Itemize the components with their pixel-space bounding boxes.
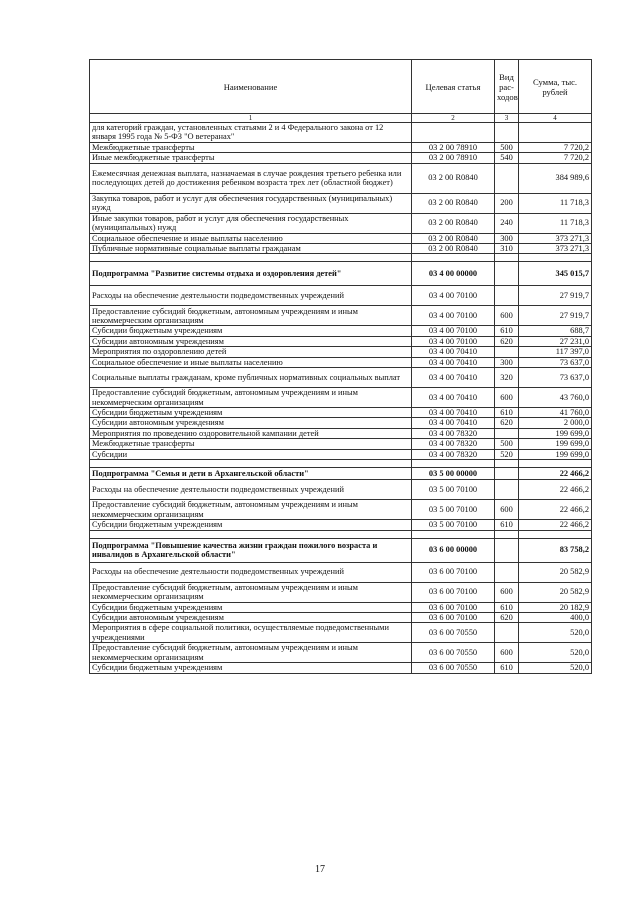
- cell-sum: 27 919,7: [519, 306, 592, 326]
- table-row: [90, 336, 592, 346]
- cell-type: [495, 123, 519, 143]
- table-row: [90, 562, 592, 582]
- cell-sum: 11 718,3: [519, 213, 592, 233]
- cell-type: 500: [495, 142, 519, 152]
- cell-name: Субсидии автономным учреждениям: [90, 418, 412, 428]
- cell-name: Субсидии автономным учреждениям: [90, 612, 412, 622]
- cell-sum: 73 637,0: [519, 357, 592, 367]
- cell-sum: 2 000,0: [519, 418, 592, 428]
- cell-target: 03 4 00 70410: [412, 408, 495, 418]
- cell-target: 03 4 00 70100: [412, 336, 495, 346]
- cell-name: Ежемесячная денежная выплата, назначаемая в случае рождения третьего ребенка или последующих детей до достижения ребенком возраста трех лет (областной бюджет): [90, 163, 412, 193]
- cell-sum: 384 989,6: [519, 163, 592, 193]
- cell-type: 620: [495, 418, 519, 428]
- cell-type: [495, 562, 519, 582]
- cell-name: Предоставление субсидий бюджетным, автономным учреждениям и иным некоммерческим организациям: [90, 306, 412, 326]
- table-row: [90, 612, 592, 622]
- cell-name: Расходы на обеспечение деятельности подведомственных учреждений: [90, 562, 412, 582]
- cell-name: Предоставление субсидий бюджетным, автономным учреждениям и иным некоммерческим организациям: [90, 388, 412, 408]
- cell-type: 600: [495, 643, 519, 663]
- cell-target: 03 5 00 70100: [412, 480, 495, 500]
- cell-sum: 199 699,0: [519, 439, 592, 449]
- cell-name: Межбюджетные трансферты: [90, 142, 412, 152]
- cell-target: 03 2 00 78910: [412, 142, 495, 152]
- cell-name: Мероприятия по проведению оздоровительной кампании детей: [90, 428, 412, 438]
- cell-type: 310: [495, 244, 519, 254]
- cell-name: Мероприятия в сфере социальной политики, осуществляемые подведомственными учреждениями: [90, 623, 412, 643]
- table-row: [90, 623, 592, 643]
- cell-type: [495, 347, 519, 357]
- cell-name: Социальное обеспечение и иные выплаты населению: [90, 233, 412, 243]
- cell-sum: 7 720,2: [519, 142, 592, 152]
- cell-sum: 22 466,2: [519, 480, 592, 500]
- cell-name: Предоставление субсидий бюджетным, автономным учреждениям и иным некоммерческим организациям: [90, 643, 412, 663]
- cell-type: 300: [495, 357, 519, 367]
- cell-type: 300: [495, 233, 519, 243]
- cell-name: Иные межбюджетные трансферты: [90, 153, 412, 163]
- cell-type: 610: [495, 408, 519, 418]
- table-row: [90, 520, 592, 530]
- cell-type: 610: [495, 663, 519, 673]
- cell-target: 03 4 00 70410: [412, 388, 495, 408]
- cell-target: 03 4 00 70100: [412, 286, 495, 306]
- header-target: Целевая статья: [412, 60, 495, 114]
- table-row: [90, 306, 592, 326]
- table-row: [90, 538, 592, 562]
- header-type: Вид рас-ходов: [495, 60, 519, 114]
- cell-type: [495, 468, 519, 480]
- cell-type: 200: [495, 193, 519, 213]
- table-row: [90, 153, 592, 163]
- cell-type: 600: [495, 500, 519, 520]
- cell-name: Субсидии бюджетным учреждениям: [90, 408, 412, 418]
- cell-name: Расходы на обеспечение деятельности подведомственных учреждений: [90, 480, 412, 500]
- table-row: [90, 244, 592, 254]
- cell-target: 03 4 00 70410: [412, 357, 495, 367]
- cell-type: 240: [495, 213, 519, 233]
- colnum-3: 3: [495, 114, 519, 123]
- cell-name: Субсидии: [90, 449, 412, 459]
- table-row: [90, 418, 592, 428]
- cell-type: 620: [495, 336, 519, 346]
- column-number-row: [90, 114, 592, 123]
- spacer-cell: [412, 460, 495, 468]
- table-row: [90, 428, 592, 438]
- cell-sum: 27 231,0: [519, 336, 592, 346]
- table-row: [90, 262, 592, 286]
- cell-name: Подпрограмма "Развитие системы отдыха и оздоровления детей": [90, 262, 412, 286]
- cell-sum: 41 760,0: [519, 408, 592, 418]
- cell-type: 320: [495, 368, 519, 388]
- colnum-1: 1: [90, 114, 412, 123]
- cell-target: 03 4 00 70100: [412, 306, 495, 326]
- spacer-cell: [90, 254, 412, 262]
- cell-name: Межбюджетные трансферты: [90, 439, 412, 449]
- cell-target: 03 6 00 70550: [412, 663, 495, 673]
- cell-target: 03 6 00 00000: [412, 538, 495, 562]
- cell-target: [412, 123, 495, 143]
- table-row: [90, 233, 592, 243]
- table-row: [90, 286, 592, 306]
- cell-type: [495, 623, 519, 643]
- spacer-cell: [412, 254, 495, 262]
- cell-target: 03 6 00 70100: [412, 612, 495, 622]
- cell-type: 600: [495, 388, 519, 408]
- cell-target: 03 5 00 00000: [412, 468, 495, 480]
- cell-name: Мероприятия по оздоровлению детей: [90, 347, 412, 357]
- cell-name: Субсидии бюджетным учреждениям: [90, 602, 412, 612]
- table-row: [90, 347, 592, 357]
- cell-type: [495, 286, 519, 306]
- table-row: [90, 408, 592, 418]
- table-header-row: [90, 60, 592, 114]
- table-row: [90, 213, 592, 233]
- table-row: [90, 368, 592, 388]
- cell-sum: 83 758,2: [519, 538, 592, 562]
- cell-type: 600: [495, 306, 519, 326]
- header-sum: Сумма, тыс. рублей: [519, 60, 592, 114]
- cell-sum: 20 582,9: [519, 562, 592, 582]
- cell-sum: 373 271,3: [519, 244, 592, 254]
- table-row: [90, 480, 592, 500]
- cell-sum: 400,0: [519, 612, 592, 622]
- table-row: [90, 142, 592, 152]
- cell-sum: 20 582,9: [519, 582, 592, 602]
- cell-sum: 373 271,3: [519, 233, 592, 243]
- cell-name: Субсидии автономным учреждениям: [90, 336, 412, 346]
- table-row: [90, 500, 592, 520]
- table-row: [90, 163, 592, 193]
- spacer-row: [90, 254, 592, 262]
- cell-name: Субсидии бюджетным учреждениям: [90, 520, 412, 530]
- budget-table: [89, 59, 592, 674]
- cell-name: для категорий граждан, установленных статьями 2 и 4 Федерального закона от 12 января 1995 года № 5-ФЗ "О ветеранах": [90, 123, 412, 143]
- cell-sum: 520,0: [519, 663, 592, 673]
- cell-target: 03 4 00 78320: [412, 449, 495, 459]
- table-row: [90, 643, 592, 663]
- spacer-cell: [412, 530, 495, 538]
- cell-type: [495, 428, 519, 438]
- cell-name: Подпрограмма "Повышение качества жизни граждан пожилого возраста и инвалидов в Архангельской области": [90, 538, 412, 562]
- cell-type: 610: [495, 520, 519, 530]
- cell-sum: 22 466,2: [519, 500, 592, 520]
- cell-sum: 11 718,3: [519, 193, 592, 213]
- cell-sum: [519, 123, 592, 143]
- table-row: [90, 663, 592, 673]
- cell-type: [495, 262, 519, 286]
- cell-target: 03 4 00 70410: [412, 368, 495, 388]
- cell-target: 03 6 00 70100: [412, 582, 495, 602]
- cell-type: 610: [495, 326, 519, 336]
- cell-sum: 117 397,0: [519, 347, 592, 357]
- cell-sum: 520,0: [519, 623, 592, 643]
- header-name: Наименование: [90, 60, 412, 114]
- cell-sum: 688,7: [519, 326, 592, 336]
- cell-sum: 7 720,2: [519, 153, 592, 163]
- table-row: [90, 449, 592, 459]
- cell-target: 03 2 00 R0840: [412, 213, 495, 233]
- cell-sum: 20 182,9: [519, 602, 592, 612]
- cell-sum: 199 699,0: [519, 428, 592, 438]
- cell-target: 03 4 00 78320: [412, 439, 495, 449]
- spacer-cell: [519, 460, 592, 468]
- cell-sum: 73 637,0: [519, 368, 592, 388]
- cell-name: Публичные нормативные социальные выплаты гражданам: [90, 244, 412, 254]
- cell-target: 03 6 00 70550: [412, 643, 495, 663]
- table-body: [90, 123, 592, 674]
- spacer-cell: [90, 530, 412, 538]
- cell-sum: 22 466,2: [519, 520, 592, 530]
- spacer-cell: [495, 254, 519, 262]
- cell-target: 03 4 00 78320: [412, 428, 495, 438]
- cell-sum: 520,0: [519, 643, 592, 663]
- cell-target: 03 6 00 70100: [412, 562, 495, 582]
- cell-name: Предоставление субсидий бюджетным, автономным учреждениям и иным некоммерческим организациям: [90, 500, 412, 520]
- cell-name: Расходы на обеспечение деятельности подведомственных учреждений: [90, 286, 412, 306]
- spacer-cell: [495, 530, 519, 538]
- cell-target: 03 4 00 70100: [412, 326, 495, 336]
- spacer-row: [90, 530, 592, 538]
- cell-name: Субсидии бюджетным учреждениям: [90, 326, 412, 336]
- cell-type: [495, 163, 519, 193]
- spacer-cell: [495, 460, 519, 468]
- cell-target: 03 4 00 70410: [412, 418, 495, 428]
- cell-type: 620: [495, 612, 519, 622]
- table-row: [90, 193, 592, 213]
- table-row: [90, 123, 592, 143]
- cell-name: Субсидии бюджетным учреждениям: [90, 663, 412, 673]
- cell-type: 520: [495, 449, 519, 459]
- cell-target: 03 2 00 R0840: [412, 163, 495, 193]
- cell-target: 03 2 00 R0840: [412, 233, 495, 243]
- cell-name: Иные закупки товаров, работ и услуг для обеспечения государственных (муниципальных) нужд: [90, 213, 412, 233]
- cell-type: [495, 480, 519, 500]
- table-row: [90, 602, 592, 612]
- spacer-cell: [519, 254, 592, 262]
- cell-target: 03 2 00 R0840: [412, 244, 495, 254]
- page-number: 17: [315, 864, 325, 875]
- spacer-cell: [90, 460, 412, 468]
- cell-type: 500: [495, 439, 519, 449]
- cell-name: Предоставление субсидий бюджетным, автономным учреждениям и иным некоммерческим организациям: [90, 582, 412, 602]
- table-row: [90, 326, 592, 336]
- table-row: [90, 439, 592, 449]
- cell-type: [495, 538, 519, 562]
- cell-sum: 43 760,0: [519, 388, 592, 408]
- cell-target: 03 6 00 70550: [412, 623, 495, 643]
- cell-name: Социальное обеспечение и иные выплаты населению: [90, 357, 412, 367]
- cell-target: 03 4 00 00000: [412, 262, 495, 286]
- colnum-4: 4: [519, 114, 592, 123]
- cell-target: 03 5 00 70100: [412, 520, 495, 530]
- cell-target: 03 4 00 70410: [412, 347, 495, 357]
- cell-type: 540: [495, 153, 519, 163]
- table-row: [90, 582, 592, 602]
- spacer-cell: [519, 530, 592, 538]
- table-row: [90, 468, 592, 480]
- cell-type: 610: [495, 602, 519, 612]
- cell-name: Социальные выплаты гражданам, кроме публичных нормативных социальных выплат: [90, 368, 412, 388]
- cell-sum: 199 699,0: [519, 449, 592, 459]
- cell-target: 03 6 00 70100: [412, 602, 495, 612]
- spacer-row: [90, 460, 592, 468]
- cell-sum: 27 919,7: [519, 286, 592, 306]
- cell-name: Подпрограмма "Семья и дети в Архангельской области": [90, 468, 412, 480]
- cell-sum: 22 466,2: [519, 468, 592, 480]
- table-row: [90, 357, 592, 367]
- cell-target: 03 2 00 R0840: [412, 193, 495, 213]
- cell-target: 03 2 00 78910: [412, 153, 495, 163]
- cell-type: 600: [495, 582, 519, 602]
- table-row: [90, 388, 592, 408]
- cell-name: Закупка товаров, работ и услуг для обеспечения государственных (муниципальных) нужд: [90, 193, 412, 213]
- colnum-2: 2: [412, 114, 495, 123]
- cell-sum: 345 015,7: [519, 262, 592, 286]
- cell-target: 03 5 00 70100: [412, 500, 495, 520]
